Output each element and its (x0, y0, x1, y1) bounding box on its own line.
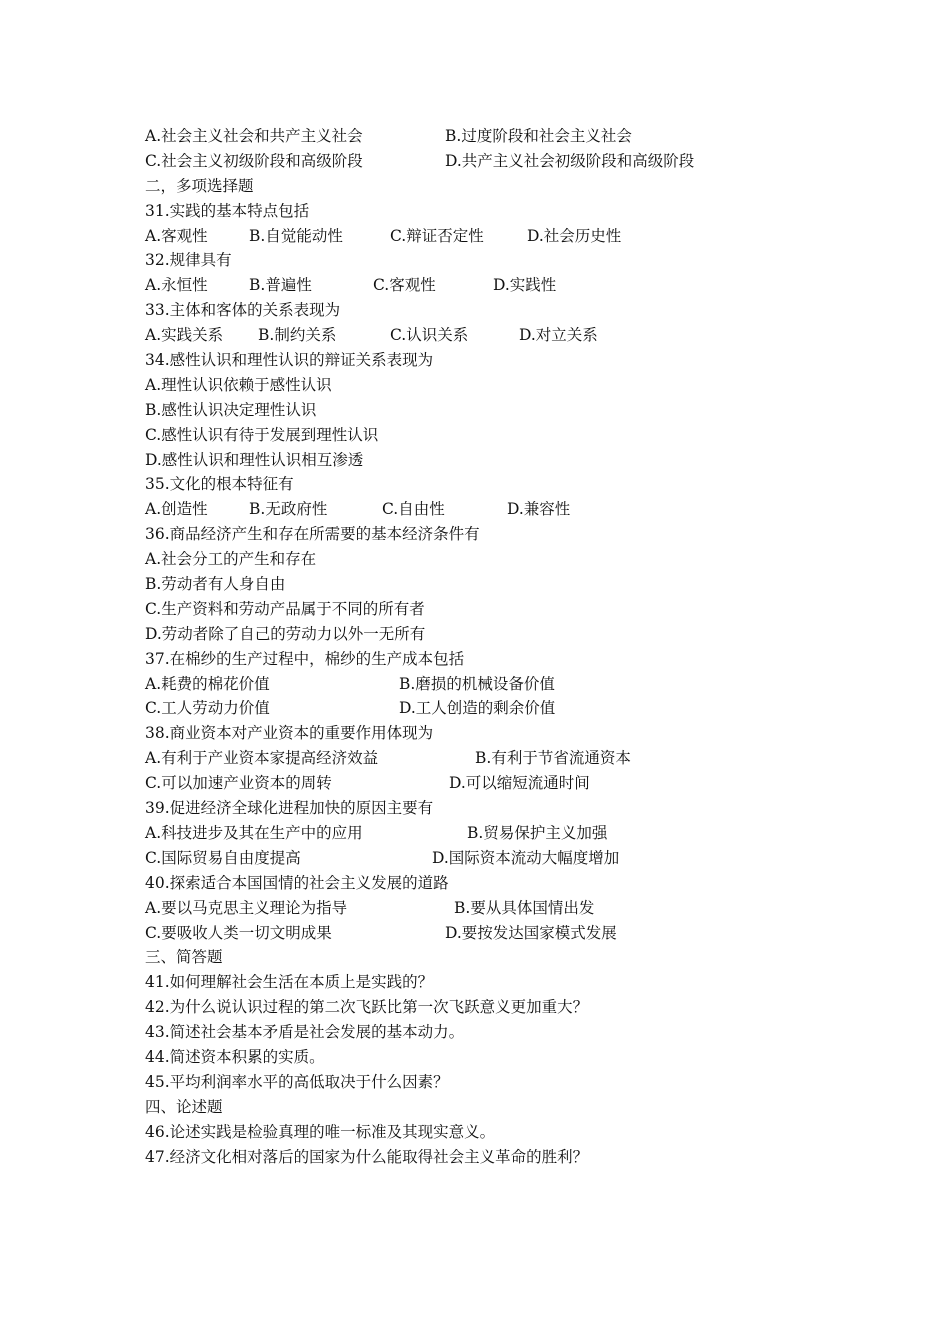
answer-option: A.社会主义社会和共产主义社会 (145, 127, 363, 145)
answer-option: A.有利于产业资本家提高经济效益 (145, 749, 379, 768)
answer-option: D.兼容性 (507, 500, 571, 519)
answer-option: B.普遍性 (249, 276, 312, 295)
answer-options-row (145, 497, 845, 522)
answer-option: D.实践性 (493, 276, 557, 295)
answer-option: C.自由性 (382, 500, 445, 519)
answer-option: C.客观性 (373, 276, 436, 295)
answer-option: B.贸易保护主义加强 (467, 823, 608, 842)
answer-options-row (145, 896, 845, 921)
answer-options-row (145, 672, 845, 697)
answer-option: D.对立关系 (519, 326, 598, 345)
question-text: 32.规律具有 (145, 251, 232, 270)
answer-options-row (145, 224, 845, 249)
answer-option: A.耗费的棉花价值 (145, 674, 270, 693)
answer-options-row (145, 273, 845, 298)
answer-option: B.过度阶段和社会主义社会 (445, 127, 632, 145)
answer-option: D.社会历史性 (527, 226, 622, 245)
answer-option: D.要按发达国家模式发展 (445, 923, 617, 942)
answer-option: A.创造性 (145, 500, 208, 519)
answer-option: A.永恒性 (145, 276, 208, 295)
question-text: 47.经济文化相对落后的国家为什么能取得社会主义革命的胜利？ (145, 1147, 589, 1166)
question-text: 38.商业资本对产业资本的重要作用体现为 (145, 724, 434, 743)
answer-option: C.可以加速产业资本的周转 (145, 774, 332, 793)
answer-option: D.劳动者除了自己的劳动力以外一无所有 (145, 624, 426, 643)
answer-option: C.社会主义初级阶段和高级阶段 (145, 151, 363, 170)
question-text: 45.平均利润率水平的高低取决于什么因素？ (145, 1072, 449, 1091)
question-text: 43.简述社会基本矛盾是社会发展的基本动力。 (145, 1023, 465, 1042)
answer-options-row (145, 821, 845, 846)
document-page (145, 124, 845, 1169)
answer-option: C.生产资料和劳动产品属于不同的所有者 (145, 599, 425, 618)
answer-option: A.实践关系 (145, 326, 224, 345)
answer-option: A.理性认识依赖于感性认识 (145, 375, 332, 394)
answer-options-row (145, 323, 845, 348)
answer-option: B.磨损的机械设备价值 (399, 674, 555, 693)
answer-option: D.工人创造的剩余价值 (399, 699, 556, 718)
answer-option: B.无政府性 (249, 500, 328, 519)
answer-option: D.共产主义社会初级阶段和高级阶段 (445, 151, 695, 170)
question-text: 36.商品经济产生和存在所需要的基本经济条件有 (145, 525, 480, 544)
answer-option: B.制约关系 (258, 326, 337, 345)
answer-option: C.辩证否定性 (390, 226, 484, 245)
answer-option: C.要吸收人类一切文明成果 (145, 923, 332, 942)
question-text: 42.为什么说认识过程的第二次飞跃比第一次飞跃意义更加重大？ (145, 998, 589, 1017)
answer-option: A.社会分工的产生和存在 (145, 550, 317, 569)
section-heading: 二，多项选择题 (145, 176, 254, 195)
answer-option: D.感性认识和理性认识相互渗透 (145, 450, 364, 469)
answer-option: A.科技进步及其在生产中的应用 (145, 823, 363, 842)
question-text: 44.简述资本积累的实质。 (145, 1047, 325, 1066)
answer-option: B.自觉能动性 (249, 226, 343, 245)
answer-option: D.国际资本流动大幅度增加 (432, 848, 620, 867)
answer-option: C.认识关系 (390, 326, 469, 345)
answer-option: B.感性认识决定理性认识 (145, 400, 317, 419)
section-heading: 四、论述题 (145, 1097, 223, 1116)
question-text: 40.探索适合本国国情的社会主义发展的道路 (145, 873, 449, 892)
answer-option: A.客观性 (145, 226, 208, 245)
answer-options-row (145, 696, 845, 721)
answer-options-row (145, 124, 845, 149)
answer-option: C.国际贸易自由度提高 (145, 848, 301, 867)
answer-options-row (145, 771, 845, 796)
answer-option: D.可以缩短流通时间 (449, 774, 590, 793)
question-text: 41.如何理解社会生活在本质上是实践的？ (145, 973, 434, 992)
answer-option: B.劳动者有人身自由 (145, 575, 286, 594)
question-text: 33.主体和客体的关系表现为 (145, 301, 341, 320)
answer-option: B.有利于节省流通资本 (475, 749, 631, 768)
question-text: 34.感性认识和理性认识的辩证关系表现为 (145, 351, 434, 370)
answer-option: C.感性认识有待于发展到理性认识 (145, 425, 379, 444)
answer-options-row (145, 921, 845, 946)
question-text: 39.促进经济全球化进程加快的原因主要有 (145, 799, 434, 818)
question-text: 35.文化的根本特征有 (145, 475, 294, 494)
question-text: 31.实践的基本特点包括 (145, 201, 310, 220)
answer-option: B.要从具体国情出发 (454, 898, 595, 917)
answer-options-row (145, 746, 845, 771)
section-heading: 三、简答题 (145, 948, 223, 967)
answer-options-row (145, 846, 845, 871)
answer-option: C.工人劳动力价值 (145, 699, 270, 718)
answer-options-row (145, 149, 845, 174)
question-text: 46.论述实践是检验真理的唯一标准及其现实意义。 (145, 1122, 496, 1141)
answer-option: A.要以马克思主义理论为指导 (145, 898, 348, 917)
question-text: 37.在棉纱的生产过程中，棉纱的生产成本包括 (145, 649, 465, 668)
